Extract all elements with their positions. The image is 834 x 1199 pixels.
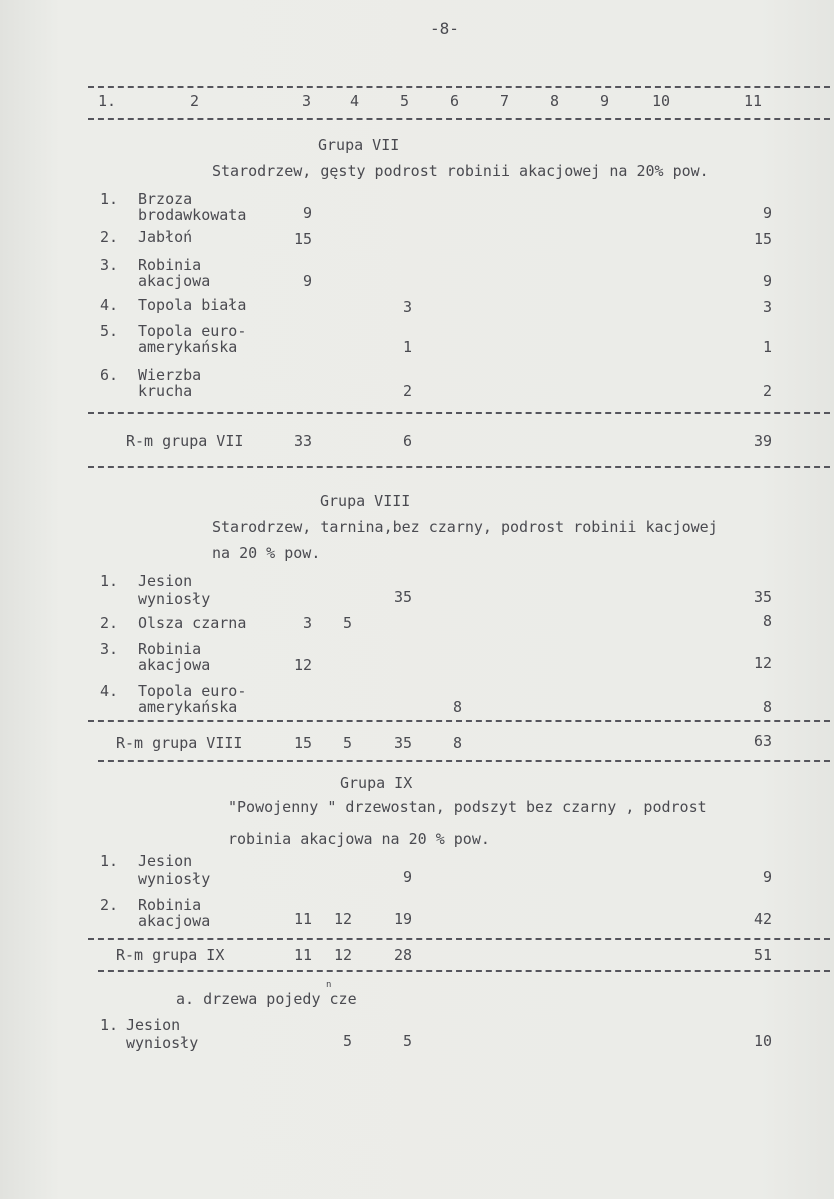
- species-name-cont: amerykańska: [138, 698, 238, 716]
- group-8-description-line2: na 20 % pow.: [212, 544, 321, 562]
- sum-label: R-m grupa VIII: [116, 734, 243, 752]
- row-number: 1.: [100, 1016, 119, 1034]
- col-header-3: 3: [302, 92, 312, 110]
- cell-col-4: 5: [342, 1032, 352, 1050]
- cell-col-6: 8: [452, 698, 462, 716]
- group-9-description-line1: "Powojenny " drzewostan, podszyt bez czarny , podrost: [228, 798, 707, 816]
- species-name-cont: wyniosły: [138, 590, 211, 608]
- row-number: 1.: [100, 852, 119, 870]
- species-name: Jesion: [138, 572, 193, 590]
- species-name: Topola euro-: [138, 682, 247, 700]
- species-name-cont: amerykańska: [138, 338, 238, 356]
- cell-col-3: 11: [293, 946, 312, 964]
- sum-label: R-m grupa VII: [126, 432, 244, 450]
- cell-total: 8: [762, 698, 772, 716]
- row-number: 5.: [100, 322, 119, 340]
- col-header-2: 2: [190, 92, 200, 110]
- divider: [98, 760, 830, 762]
- cell-total: 1: [762, 338, 772, 356]
- col-header-1: 1.: [98, 92, 117, 110]
- species-name: Jesion: [126, 1016, 181, 1034]
- cell-col-3: 11: [293, 910, 312, 928]
- cell-total: 39: [753, 432, 772, 450]
- cell-col-5: 1: [402, 338, 412, 356]
- species-name: Brzoza: [138, 190, 193, 208]
- cell-col-3: 33: [293, 432, 312, 450]
- cell-col-5: 35: [393, 588, 412, 606]
- col-header-7: 7: [500, 92, 510, 110]
- row-number: 2.: [100, 228, 119, 246]
- cell-col-5: 9: [402, 868, 412, 886]
- cell-col-5: 35: [393, 734, 412, 752]
- cell-total: 51: [753, 946, 772, 964]
- species-name-cont: akacjowa: [138, 272, 211, 290]
- species-name: Robinia: [138, 640, 202, 658]
- insert-mark: n: [326, 980, 332, 990]
- cell-col-4: 12: [333, 910, 352, 928]
- group-9-description-line2: robinia akacjowa na 20 % pow.: [228, 830, 490, 848]
- col-header-4: 4: [350, 92, 360, 110]
- divider: [88, 720, 830, 722]
- cell-col-4: 5: [342, 614, 352, 632]
- species-name: Topola biała: [138, 296, 247, 314]
- species-name: Jabłoń: [138, 228, 193, 246]
- row-number: 3.: [100, 640, 119, 658]
- species-name-cont: brodawkowata: [138, 206, 247, 224]
- col-header-5: 5: [400, 92, 410, 110]
- cell-total: 42: [753, 910, 772, 928]
- cell-total: 10: [753, 1032, 772, 1050]
- row-number: 3.: [100, 256, 119, 274]
- header-rule-top: [88, 86, 830, 88]
- species-name-cont: akacjowa: [138, 656, 211, 674]
- species-name: Wierzba: [138, 366, 202, 384]
- species-name: Robinia: [138, 896, 202, 914]
- col-header-8: 8: [550, 92, 560, 110]
- group-7-description: Starodrzew, gęsty podrost robinii akacjowej na 20% pow.: [212, 162, 709, 180]
- group-9-title: Grupa IX: [340, 774, 413, 792]
- cell-total: 12: [753, 654, 772, 672]
- species-name: Topola euro-: [138, 322, 247, 340]
- divider: [88, 938, 830, 940]
- species-name: Olsza czarna: [138, 614, 247, 632]
- group-8-title: Grupa VIII: [320, 492, 411, 510]
- col-header-9: 9: [600, 92, 610, 110]
- row-number: 2.: [100, 896, 119, 914]
- cell-col-5: 19: [393, 910, 412, 928]
- cell-col-5: 2: [402, 382, 412, 400]
- species-name-cont: akacjowa: [138, 912, 211, 930]
- col-header-10: 10: [652, 92, 671, 110]
- cell-total: 9: [762, 272, 772, 290]
- cell-col-5: 6: [402, 432, 412, 450]
- cell-col-3: 12: [293, 656, 312, 674]
- cell-total: 9: [762, 868, 772, 886]
- species-name: Robinia: [138, 256, 202, 274]
- row-number: 2.: [100, 614, 119, 632]
- species-name-cont: krucha: [138, 382, 193, 400]
- cell-col-3: 15: [293, 230, 312, 248]
- cell-col-4: 5: [342, 734, 352, 752]
- row-number: 4.: [100, 682, 119, 700]
- divider: [88, 466, 830, 468]
- header-rule-bottom: [88, 118, 830, 120]
- cell-total: 2: [762, 382, 772, 400]
- row-number: 1.: [100, 572, 119, 590]
- row-number: 4.: [100, 296, 119, 314]
- cell-col-5: 28: [393, 946, 412, 964]
- cell-total: 9: [762, 204, 772, 222]
- cell-col-4: 12: [333, 946, 352, 964]
- cell-col-6: 8: [452, 734, 462, 752]
- row-number: 1.: [100, 190, 119, 208]
- species-name-cont: wyniosły: [138, 870, 211, 888]
- cell-col-3: 9: [302, 272, 312, 290]
- col-header-11: 11: [744, 92, 763, 110]
- divider: [98, 970, 830, 972]
- cell-total: 3: [762, 298, 772, 316]
- page-number: -8-: [430, 19, 459, 38]
- cell-total: 35: [753, 588, 772, 606]
- single-trees-title: a. drzewa pojedy cze: [176, 990, 357, 1008]
- group-8-description-line1: Starodrzew, tarnina,bez czarny, podrost robinii kacjowej: [212, 518, 718, 536]
- divider: [88, 412, 830, 414]
- cell-col-5: 5: [402, 1032, 412, 1050]
- cell-total: 15: [753, 230, 772, 248]
- cell-total: 8: [762, 612, 772, 630]
- cell-col-3: 9: [302, 204, 312, 222]
- row-number: 6.: [100, 366, 119, 384]
- cell-col-5: 3: [402, 298, 412, 316]
- species-name: Jesion: [138, 852, 193, 870]
- sum-label: R-m grupa IX: [116, 946, 225, 964]
- cell-col-3: 15: [293, 734, 312, 752]
- cell-total: 63: [753, 732, 772, 750]
- cell-col-3: 3: [302, 614, 312, 632]
- col-header-6: 6: [450, 92, 460, 110]
- group-7-title: Grupa VII: [318, 136, 400, 154]
- species-name-cont: wyniosły: [126, 1034, 199, 1052]
